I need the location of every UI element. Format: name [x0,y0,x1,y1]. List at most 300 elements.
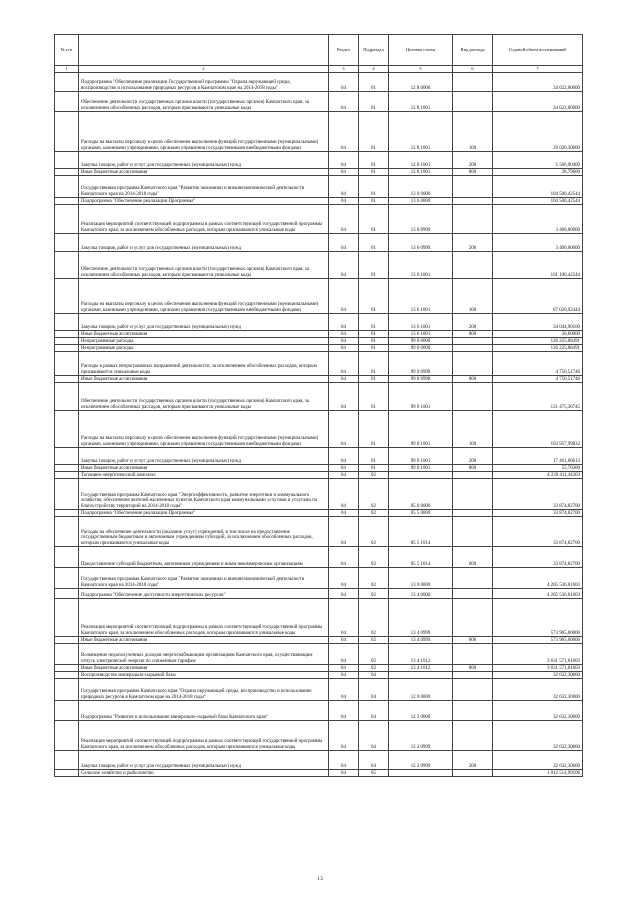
cell-section: 04 [329,721,359,751]
column-number: 3 [329,66,359,73]
cell-amount: 573 965,00000 [493,637,583,644]
cell-section: 04 [329,472,359,479]
column-number: 7 [493,66,583,73]
cell-subsection: 01 [359,448,389,465]
cell-name: Обеспечение деятельности государственных органов власти (государственных органов) Камчатского края, за исключением обособленных расходов, которым присваиваются уникальные коды [79,252,329,279]
cell-kind [453,472,493,479]
cell-kind [453,644,493,665]
cell-section: 04 [329,637,359,644]
cell-article: 13 4 0999 [389,599,453,637]
cell-article: 99 0 0998 [389,352,453,376]
table-row [55,73,583,92]
cell-subsection: 01 [359,152,389,169]
cell-article: 13 6 0999 [389,234,453,252]
cell-number [55,751,79,770]
cell-kind [453,345,493,352]
cell-section: 04 [329,599,359,637]
table-row [55,176,583,198]
cell-amount: 33 874,82700 [493,517,583,547]
cell-amount: 33 874,82700 [493,547,583,568]
cell-number [55,679,79,701]
cell-section: 04 [329,465,359,472]
cell-amount: 32 632,30600 [493,701,583,721]
cell-subsection: 01 [359,314,389,331]
cell-name: Закупка товаров, работ и услуг для государственных (муниципальных) нужд [79,152,329,169]
cell-name: Подпрограмма "Обеспечение реализации Государственной программы "Охрана окружающей среды, воспроизводство и использование природных ресурсов в Камчатском крае на 2014-2018 годы" [79,73,329,92]
table-row [55,92,583,112]
header-number: № п/п [55,35,79,66]
table-body [55,73,583,777]
cell-number [55,465,79,472]
cell-kind [453,517,493,547]
table-row [55,152,583,169]
cell-section: 04 [329,411,359,448]
cell-subsection: 01 [359,338,389,345]
cell-subsection: 01 [359,345,389,352]
cell-subsection: 02 [359,547,389,568]
cell-name: Сельское хозяйство и рыболовство [79,770,329,777]
cell-subsection: 05 [359,770,389,777]
cell-subsection: 01 [359,234,389,252]
cell-amount: 3 400,00000 [493,205,583,234]
cell-article: 13 0 0000 [389,568,453,589]
cell-kind [453,338,493,345]
cell-section: 04 [329,672,359,679]
cell-name: Реализация мероприятий соответствующей подпрограммы в рамках соответствующей государственной программы Камчатского края, за исключением обособленных расходов, которым присваиваются уникальные коды [79,205,329,234]
cell-number [55,345,79,352]
cell-subsection: 01 [359,411,389,448]
cell-amount: 55,70300 [493,465,583,472]
cell-article [389,472,453,479]
cell-article: 05 0 0000 [389,479,453,510]
table-row [55,672,583,679]
table-row [55,679,583,701]
cell-kind: 200 [453,152,493,169]
cell-number [55,352,79,376]
cell-name: Государственная программа Камчатского края "Энергоэффективность, развитие энергетики и коммунального хозяйства, обеспечение жителей населенных пунктов Камчатского края коммунальными услугами и услугами по благоустройству территорий на 2014-2018 годы" [79,479,329,510]
cell-amount: 30,60000 [493,331,583,338]
cell-name: Иные бюджетные ассигнования [79,331,329,338]
cell-section: 04 [329,383,359,411]
cell-number [55,411,79,448]
cell-name: Закупка товаров, работ и услуг для государственных (муниципальных) нужд [79,751,329,770]
cell-name: Иные бюджетные ассигнования [79,169,329,176]
cell-article: 13 4 0000 [389,589,453,599]
cell-amount: 32 632,30600 [493,672,583,679]
cell-subsection: 01 [359,376,389,383]
cell-subsection: 04 [359,721,389,751]
cell-section: 04 [329,198,359,205]
cell-kind [453,568,493,589]
header-section: Раздел [329,35,359,66]
cell-article: 99 0 0000 [389,345,453,352]
cell-article: 99 0 1001 [389,465,453,472]
cell-section: 04 [329,751,359,770]
cell-section: 04 [329,547,359,568]
cell-number [55,510,79,517]
cell-amount: 28,79600 [493,169,583,176]
cell-subsection: 02 [359,568,389,589]
cell-number [55,279,79,314]
cell-number [55,383,79,411]
table-row [55,472,583,479]
cell-kind: 100 [453,411,493,448]
cell-name: Подпрограмма "Обеспечение доступности энергетических ресурсов" [79,589,329,599]
cell-kind [453,252,493,279]
cell-number [55,665,79,672]
cell-number [55,252,79,279]
cell-number [55,472,79,479]
cell-article: 12 2 0999 [389,721,453,751]
column-number: 1 [55,66,79,73]
table-row [55,701,583,721]
cell-subsection: 02 [359,589,389,599]
cell-kind: 100 [453,112,493,152]
cell-amount: 103 957,99832 [493,411,583,448]
cell-number [55,448,79,465]
document-page [54,34,582,777]
table-row [55,383,583,411]
cell-section: 04 [329,73,359,92]
cell-number [55,169,79,176]
cell-number [55,92,79,112]
cell-number [55,770,79,777]
cell-section: 04 [329,517,359,547]
cell-name: Государственная программа Камчатского края "Охрана окружающей среды, воспроизводство и использование природных ресурсов в Камчатском крае на 2014-2018 годы" [79,679,329,701]
cell-name: Иные бюджетные ассигнования [79,637,329,644]
cell-subsection: 02 [359,665,389,672]
header-name [79,35,329,66]
cell-subsection: 01 [359,73,389,92]
cell-kind [453,672,493,679]
table-row [55,510,583,517]
cell-name: Реализация мероприятий соответствующей подпрограммы в рамках соответствующей государственной программы Камчатского края, за исключением обособленных расходов, которым присваиваются уникальные коды [79,599,329,637]
cell-name: Обеспечение деятельности государственных органов власти (государственных органов) Камчатского края, за исключением обособленных расходов, которым присваиваются уникальные коды [79,92,329,112]
cell-name: Государственная программа Камчатского края "Развитие экономики и внешнеэкономической деятельности Камчатского края на 2014-2018 годы" [79,568,329,589]
cell-name: Возмещение недополученных доходов энергоснабжающим организациям Камчатского края, осуществляющим отпуск электрической энергии по сниженным тарифам [79,644,329,665]
cell-section: 04 [329,252,359,279]
cell-kind: 100 [453,279,493,314]
table-row [55,169,583,176]
cell-kind: 200 [453,234,493,252]
cell-kind [453,176,493,198]
cell-name: Закупка товаров, работ и услуг для государственных (муниципальных) нужд [79,448,329,465]
cell-amount: 32 632,30600 [493,751,583,770]
cell-kind [453,198,493,205]
cell-amount: 32 632,30600 [493,679,583,701]
cell-number [55,198,79,205]
table-row [55,568,583,589]
cell-section: 04 [329,152,359,169]
cell-number [55,589,79,599]
cell-name: Подпрограмма "Обеспечение реализации Программы" [79,198,329,205]
cell-amount: 3 400,00000 [493,234,583,252]
page-number: 13 [317,876,323,882]
cell-amount: 5 566,90400 [493,152,583,169]
cell-subsection: 01 [359,331,389,338]
cell-subsection: 01 [359,176,389,198]
cell-section: 04 [329,589,359,599]
table-row [55,411,583,448]
cell-section: 04 [329,169,359,176]
cell-amount: 67 026,92444 [493,279,583,314]
cell-amount: 573 965,00000 [493,599,583,637]
cell-subsection: 04 [359,751,389,770]
cell-kind [453,205,493,234]
cell-section: 04 [329,448,359,465]
cell-kind: 200 [453,448,493,465]
cell-amount: 3 631 571,61603 [493,665,583,672]
cell-name: Подпрограмма "Обеспечение реализации Программы" [79,510,329,517]
cell-kind [453,383,493,411]
cell-number [55,314,79,331]
cell-section: 04 [329,279,359,314]
cell-article: 12 2 0999 [389,751,453,770]
cell-subsection: 02 [359,517,389,547]
cell-kind: 800 [453,376,493,383]
cell-article: 05 5 0000 [389,510,453,517]
cell-section: 04 [329,205,359,234]
cell-number [55,376,79,383]
cell-subsection: 01 [359,279,389,314]
cell-name: Закупка товаров, работ и услуг для государственных (муниципальных) нужд [79,234,329,252]
cell-subsection: 02 [359,599,389,637]
cell-amount: 34 622,00000 [493,73,583,92]
cell-section: 04 [329,234,359,252]
cell-amount: 32 632,30600 [493,721,583,751]
table-row [55,599,583,637]
cell-number [55,701,79,721]
table-row [55,205,583,234]
cell-subsection: 04 [359,701,389,721]
cell-article: 13 6 1001 [389,252,453,279]
cell-amount: 104 500,42544 [493,176,583,198]
cell-article: 13 4 1012 [389,644,453,665]
cell-section: 04 [329,352,359,376]
cell-kind: 200 [453,314,493,331]
cell-article: 13 6 1001 [389,279,453,314]
cell-amount: 33 874,82700 [493,479,583,510]
cell-kind: 600 [453,547,493,568]
cell-section: 04 [329,376,359,383]
cell-name: Предоставление субсидий бюджетным, автономным учреждениям и иным некоммерческим организациям [79,547,329,568]
cell-kind: 800 [453,665,493,672]
cell-section: 04 [329,644,359,665]
cell-article: 05 5 1014 [389,547,453,568]
cell-section: 04 [329,568,359,589]
cell-amount: 121 475,36745 [493,383,583,411]
cell-amount: 34 622,00000 [493,92,583,112]
table-row [55,547,583,568]
column-number: 2 [79,66,329,73]
cell-kind [453,721,493,751]
table-row [55,252,583,279]
cell-number [55,517,79,547]
column-number-row [55,66,583,73]
cell-name: Расходы на обеспечение деятельности (оказание услуг) учреждений, в том числе на предоставление государственным бюджетным и автономным учреждениям субсидий, за исключением обособленных расходов, которым присваиваются уникальные коды [79,517,329,547]
cell-section: 04 [329,338,359,345]
cell-article: 13 6 0999 [389,205,453,234]
cell-name: Непрограммные расходы [79,338,329,345]
cell-article: 12 2 0000 [389,701,453,721]
table-row [55,338,583,345]
table-row [55,665,583,672]
cell-kind [453,479,493,510]
table-row [55,279,583,314]
cell-number [55,112,79,152]
cell-section: 04 [329,314,359,331]
cell-subsection: 01 [359,205,389,234]
cell-article: 99 0 0000 [389,338,453,345]
cell-number [55,672,79,679]
cell-kind: 800 [453,331,493,338]
cell-subsection: 01 [359,252,389,279]
cell-subsection: 02 [359,479,389,510]
cell-number [55,176,79,198]
cell-subsection: 02 [359,472,389,479]
table-row [55,448,583,465]
cell-name: Расходы на выплаты персоналу в целях обеспечения выполнения функций государственными (муниципальными) органами, казенными учреждениями, органами управления государственными внебюджетными фондами [79,112,329,152]
table-row [55,198,583,205]
header-subsection: Подраздел [359,35,389,66]
table-row [55,517,583,547]
cell-subsection: 01 [359,112,389,152]
cell-section: 04 [329,92,359,112]
cell-kind [453,679,493,701]
cell-kind [453,599,493,637]
cell-name: Иные бюджетные ассигнования [79,376,329,383]
cell-amount: 104 500,42544 [493,198,583,205]
cell-number [55,547,79,568]
cell-kind: 200 [453,751,493,770]
cell-number [55,644,79,665]
cell-article: 12 8 1001 [389,169,453,176]
table-row [55,465,583,472]
cell-subsection: 02 [359,637,389,644]
cell-amount: 126 225,88491 [493,345,583,352]
cell-section: 04 [329,701,359,721]
cell-amount: 4 205 536,61603 [493,568,583,589]
cell-amount: 4 750,51746 [493,352,583,376]
cell-article: 13 6 1001 [389,331,453,338]
table-row [55,589,583,599]
cell-article: 12 0 0000 [389,679,453,701]
cell-amount: 4 750,51746 [493,376,583,383]
cell-article: 99 0 1001 [389,411,453,448]
cell-article: 13 4 1012 [389,665,453,672]
cell-name: Государственная программа Камчатского края "Развитие экономики и внешнеэкономической деятельности Камчатского края на 2014-2018 годы" [79,176,329,198]
cell-name: Расходы на выплаты персоналу в целях обеспечения выполнения функций государственными (муниципальными) органами, казенными учреждениями, органами управления государственными внебюджетными фондами [79,279,329,314]
cell-section: 04 [329,770,359,777]
header-kind: Вид расхода [453,35,493,66]
column-number: 6 [453,66,493,73]
column-number: 4 [359,66,389,73]
cell-number [55,721,79,751]
table-row [55,352,583,376]
cell-number [55,479,79,510]
cell-kind [453,510,493,517]
cell-amount: 1 012 514,99106 [493,770,583,777]
cell-amount: 29 026,30000 [493,112,583,152]
table-row [55,314,583,331]
cell-article: 12 8 1001 [389,152,453,169]
cell-name: Иные бюджетные ассигнования [79,465,329,472]
cell-section: 04 [329,112,359,152]
cell-subsection: 04 [359,679,389,701]
cell-name: Закупка товаров, работ и услуг для государственных (муниципальных) нужд [79,314,329,331]
cell-number [55,568,79,589]
cell-subsection: 01 [359,169,389,176]
cell-number [55,338,79,345]
cell-number [55,152,79,169]
cell-article: 99 0 1001 [389,383,453,411]
cell-article [389,770,453,777]
cell-section: 04 [329,479,359,510]
table-row [55,751,583,770]
cell-article: 13 4 0999 [389,637,453,644]
cell-article [389,672,453,679]
cell-name: Реализация мероприятий соответствующей подпрограммы в рамках соответствующей государственной программы Камчатского края, за исключением обособленных расходов, которым присваиваются уникальные коды [79,721,329,751]
cell-amount: 3 631 571,61603 [493,644,583,665]
cell-name: Расходы в рамках непрограммных направлений деятельности, за исключением обособленных расходов, которым присваиваются уникальные коды [79,352,329,376]
cell-article: 12 8 0000 [389,73,453,92]
cell-amount: 17 461,66613 [493,448,583,465]
cell-amount: 4 239 411,44303 [493,472,583,479]
cell-kind [453,352,493,376]
cell-number [55,637,79,644]
cell-amount: 4 205 536,61603 [493,589,583,599]
cell-article: 99 0 1001 [389,448,453,465]
cell-subsection: 01 [359,465,389,472]
cell-kind [453,73,493,92]
cell-name: Обеспечение деятельности государственных органов власти (государственных органов) Камчатского края, за исключением обособленных расходов, которым присваиваются уникальные коды [79,383,329,411]
cell-number [55,599,79,637]
cell-name: Воспроизводство минерально-сырьевой базы [79,672,329,679]
cell-article: 13 6 0000 [389,198,453,205]
cell-number [55,331,79,338]
cell-subsection: 01 [359,198,389,205]
cell-number [55,205,79,234]
cell-name: Иные бюджетные ассигнования [79,665,329,672]
budget-table [54,34,583,777]
cell-amount: 101 100,42544 [493,252,583,279]
cell-section: 04 [329,331,359,338]
cell-name: Топливно-энергетический комплекс [79,472,329,479]
cell-kind [453,701,493,721]
cell-section: 04 [329,510,359,517]
cell-subsection: 01 [359,383,389,411]
table-row [55,479,583,510]
cell-kind: 800 [453,169,493,176]
cell-subsection: 01 [359,352,389,376]
header-article: Целевая статья [389,35,453,66]
cell-section: 04 [329,345,359,352]
cell-article: 12 8 1001 [389,112,453,152]
cell-kind [453,92,493,112]
table-row [55,345,583,352]
cell-amount: 33 874,82700 [493,510,583,517]
table-row [55,376,583,383]
cell-article: 13 0 0000 [389,176,453,198]
table-row [55,637,583,644]
column-number: 5 [389,66,453,73]
cell-number [55,73,79,92]
cell-kind: 800 [453,465,493,472]
table-row [55,112,583,152]
cell-amount: 126 225,88491 [493,338,583,345]
cell-number [55,234,79,252]
header-amount: Годовой объем ассигнований [493,35,583,66]
